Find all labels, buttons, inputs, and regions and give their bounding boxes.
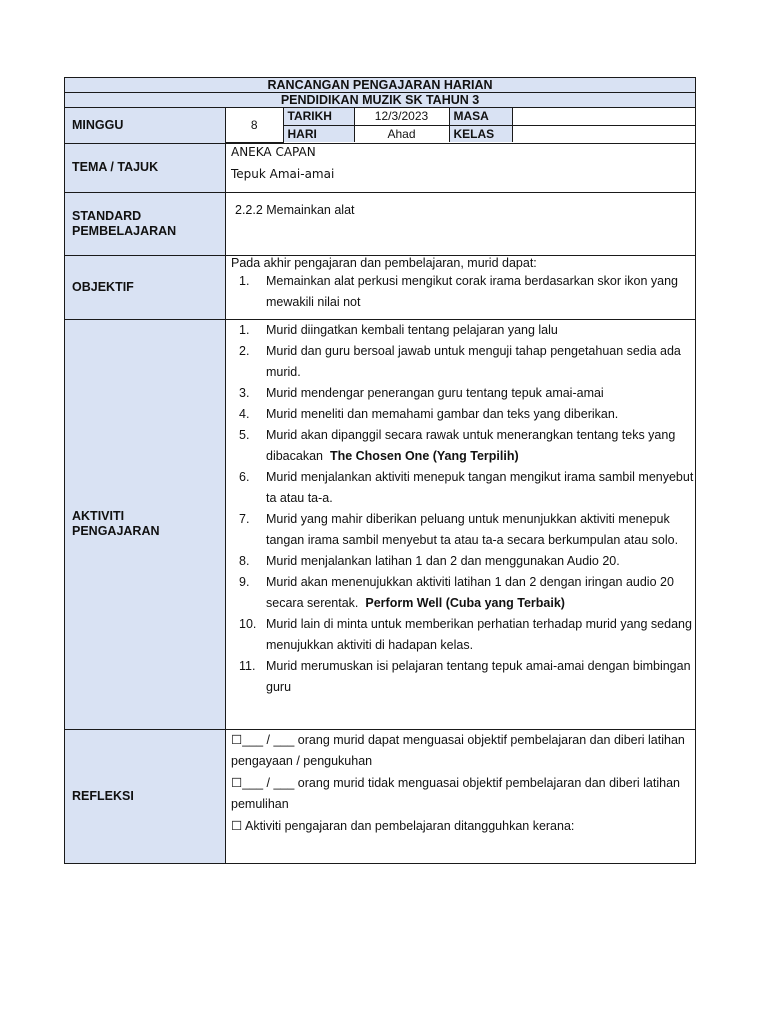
kelas-value [512, 125, 696, 142]
aktiviti-content [226, 319, 696, 729]
aktiviti-item-text: Murid akan menenujukkan aktiviti latihan 1 dan 2 dengan iringan audio 20 secara serentak. [266, 574, 674, 610]
aktiviti-item-text: Murid lain di minta untuk memberikan perhatian terhadap murid yang sedang menujukkan aktiviti di hadapan kelas. [266, 616, 692, 652]
aktiviti-item [231, 551, 695, 572]
lesson-plan-table [64, 77, 696, 864]
aktiviti-item-text: Murid diingatkan kembali tentang pelajaran yang lalu [266, 322, 558, 337]
aktiviti-label-line-1: AKTIVITI [72, 509, 125, 523]
aktiviti-item [231, 383, 695, 404]
aktiviti-item [231, 320, 695, 341]
masa-value [512, 108, 696, 125]
aktiviti-item-number: 9. [239, 574, 250, 589]
minggu-details [226, 108, 696, 144]
aktiviti-item-number: 11. [239, 658, 256, 673]
kelas-label: KELAS [449, 125, 512, 142]
aktiviti-item-text: Murid menjalankan aktiviti menepuk tangan mengikut irama sambil menyebut ta atau ta-a. [266, 469, 694, 505]
aktiviti-item [231, 467, 695, 509]
standard-value: 2.2.2 Memainkan alat [235, 202, 355, 217]
document-subtitle: PENDIDIKAN MUZIK SK TAHUN 3 [65, 93, 696, 108]
aktiviti-item-number: 10. [239, 616, 257, 631]
minggu-value: 8 [226, 108, 283, 142]
aktiviti-item-number: 3. [239, 385, 250, 400]
aktiviti-item [231, 509, 695, 551]
hari-label: HARI [283, 125, 354, 142]
refleksi-content [226, 729, 696, 863]
tarikh-label: TARIKH [283, 108, 354, 125]
aktiviti-item-number: 4. [239, 406, 250, 421]
standard-label [65, 192, 226, 255]
tema-line-2: Tepuk Amai-amai [231, 166, 335, 181]
aktiviti-item-value: The Chosen One (Yang Terpilih) [329, 448, 519, 463]
objektif-label: OBJEKTIF [65, 255, 226, 319]
aktiviti-item [231, 572, 695, 614]
tema-content [226, 143, 696, 192]
aktiviti-item [231, 614, 695, 656]
objektif-item-number: 1. [239, 273, 250, 288]
standard-label-line-1: STANDARD [72, 208, 142, 223]
refleksi-line-2: ☐___ / ___ orang murid tidak menguasai objektif pembelajaran dan diberi latihan pemulihan [231, 775, 680, 811]
tarikh-value: 12/3/2023 [354, 108, 449, 125]
refleksi-line-1: ☐___ / ___ orang murid dapat menguasai objektif pembelajaran dan diberi latihan pengayaan / pengukuhan [231, 732, 685, 768]
aktiviti-item-text: Murid meneliti dan memahami gambar dan teks yang diberikan. [266, 406, 619, 421]
aktiviti-item-text: Murid dan guru bersoal jawab untuk menguji tahap pengetahuan sedia ada murid. [266, 343, 681, 379]
aktiviti-item-number: 8. [239, 553, 250, 568]
objektif-intro: Pada akhir pengajaran dan pembelajaran, murid dapat: [231, 255, 537, 270]
standard-content [226, 192, 696, 255]
aktiviti-item-text: Murid akan dipanggil secara rawak untuk menerangkan tentang teks yang dibacakan [266, 427, 676, 463]
objektif-item [231, 271, 695, 313]
document-title: RANCANGAN PENGAJARAN HARIAN [65, 78, 696, 93]
aktiviti-item-number: 7. [239, 511, 250, 526]
refleksi-label: REFLEKSI [65, 729, 226, 863]
minggu-label: MINGGU [65, 108, 226, 144]
aktiviti-item-text: Murid mendengar penerangan guru tentang tepuk amai-amai [266, 385, 604, 400]
masa-label: MASA [449, 108, 512, 125]
tema-line-1: ANEKA CAPAN [231, 144, 316, 159]
aktiviti-item [231, 341, 695, 383]
aktiviti-item-text: Murid menjalankan latihan 1 dan 2 dan menggunakan Audio 20. [266, 553, 620, 568]
aktiviti-label [65, 319, 226, 729]
aktiviti-label-line-2: PENGAJARAN [72, 524, 160, 538]
aktiviti-item-value: Perform Well (Cuba yang Terbaik) [365, 595, 565, 610]
aktiviti-item-text: Murid yang mahir diberikan peluang untuk menunjukkan aktiviti menepuk tangan irama sambil menyebut ta atau ta-a secara berkumpulan atau solo. [266, 511, 679, 547]
refleksi-line-3: ☐ Aktiviti pengajaran dan pembelajaran ditangguhkan kerana: [231, 818, 575, 833]
aktiviti-item-number: 1. [239, 322, 250, 337]
aktiviti-item [231, 656, 695, 698]
standard-label-line-2: PEMBELAJARAN [72, 223, 177, 238]
aktiviti-item [231, 404, 695, 425]
objektif-content [226, 255, 696, 319]
hari-value: Ahad [354, 125, 449, 142]
aktiviti-item-number: 2. [239, 343, 250, 358]
aktiviti-item-number: 5. [239, 427, 250, 442]
objektif-item-text: Memainkan alat perkusi mengikut corak irama berdasarkan skor ikon yang mewakili nilai not [266, 273, 678, 309]
aktiviti-item-text: Murid merumuskan isi pelajaran tentang tepuk amai-amai dengan bimbingan guru [266, 658, 691, 694]
objektif-list [231, 271, 695, 313]
aktiviti-item-number: 6. [239, 469, 250, 484]
aktiviti-list [231, 320, 695, 698]
aktiviti-item [231, 425, 695, 467]
tema-label: TEMA / TAJUK [65, 143, 226, 192]
